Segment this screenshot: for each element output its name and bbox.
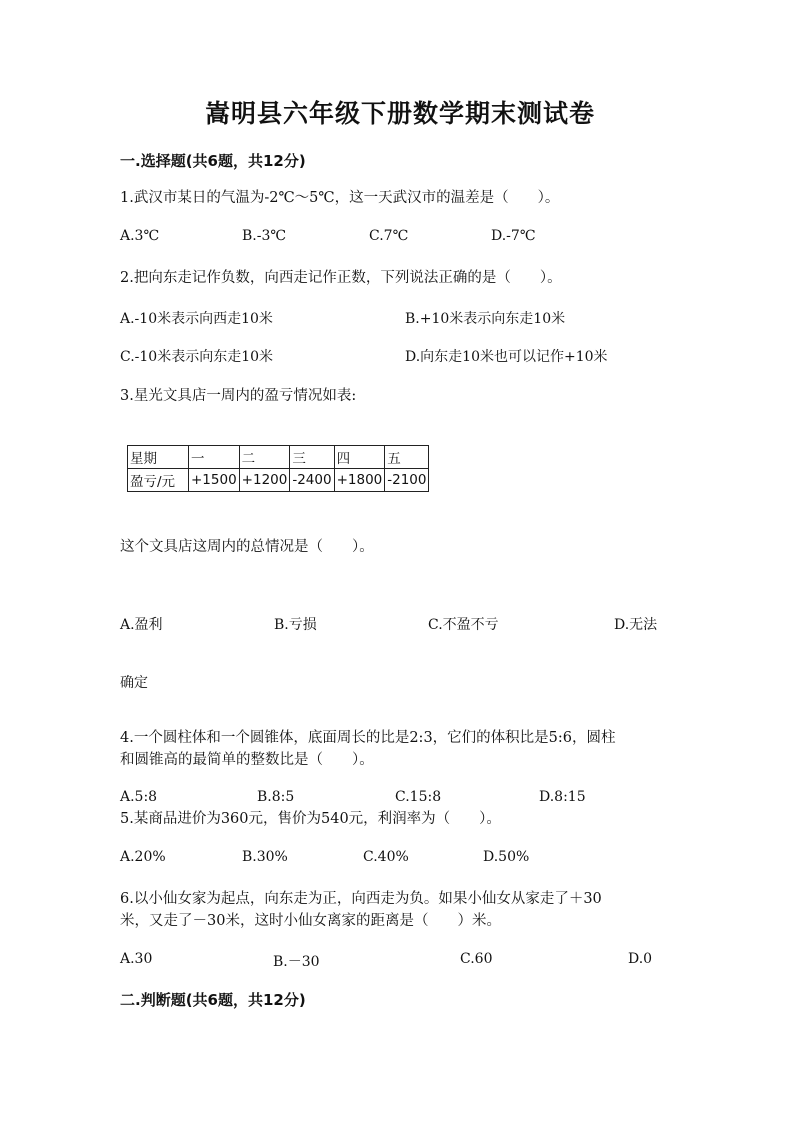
q5-option-a: A.20% xyxy=(120,849,166,865)
q5-option-d: D.50% xyxy=(483,849,530,865)
q3-option-a: A.盈利 xyxy=(120,617,163,633)
table-cell: +1800 xyxy=(334,469,385,492)
q5-option-c: C.40% xyxy=(363,849,409,865)
q3-option-b: B.亏损 xyxy=(274,617,317,633)
question-6-line-1: 6.以小仙女家为起点，向东走为正，向西走为负。如果小仙女从家走了＋30 xyxy=(120,891,602,907)
table-cell: 星期 xyxy=(128,446,189,469)
question-1: 1.武汉市某日的气温为-2℃～5℃，这一天武汉市的温差是（ ）。 xyxy=(120,190,560,206)
q4-option-c: C.15:8 xyxy=(395,789,442,805)
section-heading-choice: 一.选择题(共6题，共12分) xyxy=(120,152,306,170)
q6-option-c: C.60 xyxy=(460,951,493,967)
q4-option-b: B.8:5 xyxy=(257,789,295,805)
question-5: 5.某商品进价为360元，售价为540元，利润率为（ ）。 xyxy=(120,811,501,827)
q1-option-d: D.-7℃ xyxy=(491,228,536,244)
section-heading-judgment: 二.判断题(共6题，共12分) xyxy=(120,991,306,1009)
table-cell: 二 xyxy=(239,446,290,469)
q4-option-d: D.8:15 xyxy=(539,789,586,805)
q3-option-c: C.不盈不亏 xyxy=(428,617,499,633)
table-cell: 一 xyxy=(189,446,240,469)
q2-option-c: C.-10米表示向东走10米 xyxy=(120,349,274,365)
q3-option-d: D.无法 xyxy=(614,617,658,633)
exam-title: 嵩明县六年级下册数学期末测试卷 xyxy=(204,99,595,128)
question-3-prompt: 这个文具店这周内的总情况是（ ）。 xyxy=(120,539,374,555)
q2-option-b: B.+10米表示向东走10米 xyxy=(405,311,566,327)
table-cell: 盈亏/元 xyxy=(128,469,189,492)
table-cell: +1500 xyxy=(189,469,240,492)
table-row xyxy=(128,469,429,492)
table-cell: +1200 xyxy=(239,469,290,492)
q1-option-b: B.-3℃ xyxy=(242,228,287,244)
q2-option-d: D.向东走10米也可以记作+10米 xyxy=(405,349,608,365)
q4-option-a: A.5:8 xyxy=(120,789,158,805)
table-row xyxy=(128,446,429,469)
q6-option-b: B.－30 xyxy=(273,954,320,970)
table-cell: 三 xyxy=(290,446,334,469)
table-cell: -2400 xyxy=(290,469,334,492)
question-2: 2.把向东走记作负数，向西走记作正数，下列说法正确的是（ ）。 xyxy=(120,270,562,286)
table-cell: -2100 xyxy=(385,469,429,492)
table-cell: 四 xyxy=(334,446,385,469)
profit-loss-table xyxy=(127,445,429,492)
q6-option-a: A.30 xyxy=(120,951,153,967)
q5-option-b: B.30% xyxy=(242,849,288,865)
q1-option-c: C.7℃ xyxy=(369,228,409,244)
question-3: 3.星光文具店一周内的盈亏情况如表: xyxy=(120,388,357,404)
q6-option-d: D.0 xyxy=(628,951,653,967)
question-4-line-2: 和圆锥高的最简单的整数比是（ ）。 xyxy=(120,752,374,768)
question-4-line-1: 4.一个圆柱体和一个圆锥体，底面周长的比是2:3，它们的体积比是5:6，圆柱 xyxy=(120,730,616,746)
q2-option-a: A.-10米表示向西走10米 xyxy=(120,311,273,327)
table-cell: 五 xyxy=(385,446,429,469)
q3-option-d-continued: 确定 xyxy=(120,675,148,691)
q1-option-a: A.3℃ xyxy=(120,228,160,244)
question-6-line-2: 米，又走了－30米，这时小仙女离家的距离是（ ）米。 xyxy=(120,913,501,929)
